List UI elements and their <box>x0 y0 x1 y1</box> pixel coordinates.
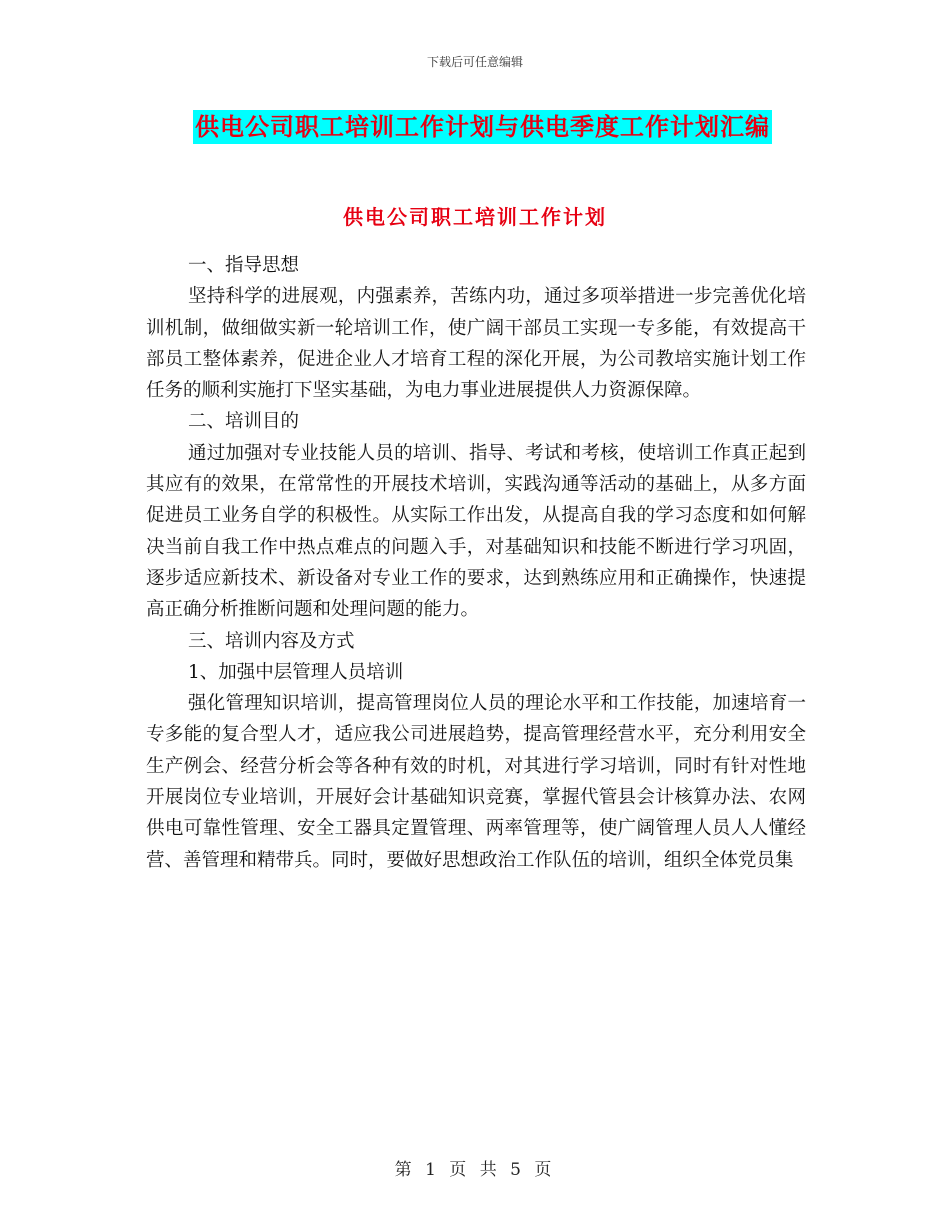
document-body <box>146 250 806 876</box>
sub-title: 供电公司职工培训工作计划 <box>343 205 607 229</box>
paragraph-training-purpose: 通过加强对专业技能人员的培训、指导、考试和考核，使培训工作真正起到其应有的效果，在常常性的开展技术培训，实践沟通等活动的基础上，从多方面促进员工业务自学的积极性。从实际工作出发，从提高自我的学习态度和如何解决当前自我工作中热点难点的问题入手，对基础知识和技能不断进行学习巩固，逐步适应新技术、新设备对专业工作的要求，达到熟练应用和正确操作，快速提高正确分析推断问题和处理问题的能力。 <box>146 442 806 621</box>
paragraph-middle-management: 强化管理知识培训，提高管理岗位人员的理论水平和工作技能，加速培育一专多能的复合型人才，适应我公司进展趋势，提高管理经营水平，充分利用安全生产例会、经营分析会等各种有效的时机，对其进行学习培训，同时有针对性地开展岗位专业培训，开展好会计基础知识竞赛，掌握代管县会计核算办法、农网供电可靠性管理、安全工器具定置管理、两率管理等，使广阔管理人员人人懂经营、善管理和精带兵。同时，要做好思想政治工作队伍的培训，组织全体党员集 <box>146 693 806 871</box>
main-title: 供电公司职工培训工作计划与供电季度工作计划汇编 <box>193 110 772 144</box>
heading-guiding-ideology: 一、指导思想 <box>188 255 300 276</box>
heading-training-content: 三、培训内容及方式 <box>188 630 355 652</box>
header-note: 下载后可任意编辑 <box>426 55 523 69</box>
subheading-middle-management: 1、加强中层管理人员培训 <box>188 661 404 683</box>
heading-training-purpose: 二、培训目的 <box>188 411 300 433</box>
paragraph-guiding-ideology: 坚持科学的进展观，内强素养，苦练内功，通过多项举措进一步完善优化培训机制，做细做实新一轮培训工作，使广阔干部员工实现一专多能，有效提高干部员工整体素养，促进企业人才培育工程的深化开展，为公司教培实施计划工作任务的顺利实施打下坚实基础，为电力事业进展提供人力资源保障。 <box>146 286 806 402</box>
page-number-footer: 第 1 页 共 5 页 <box>394 1160 556 1180</box>
